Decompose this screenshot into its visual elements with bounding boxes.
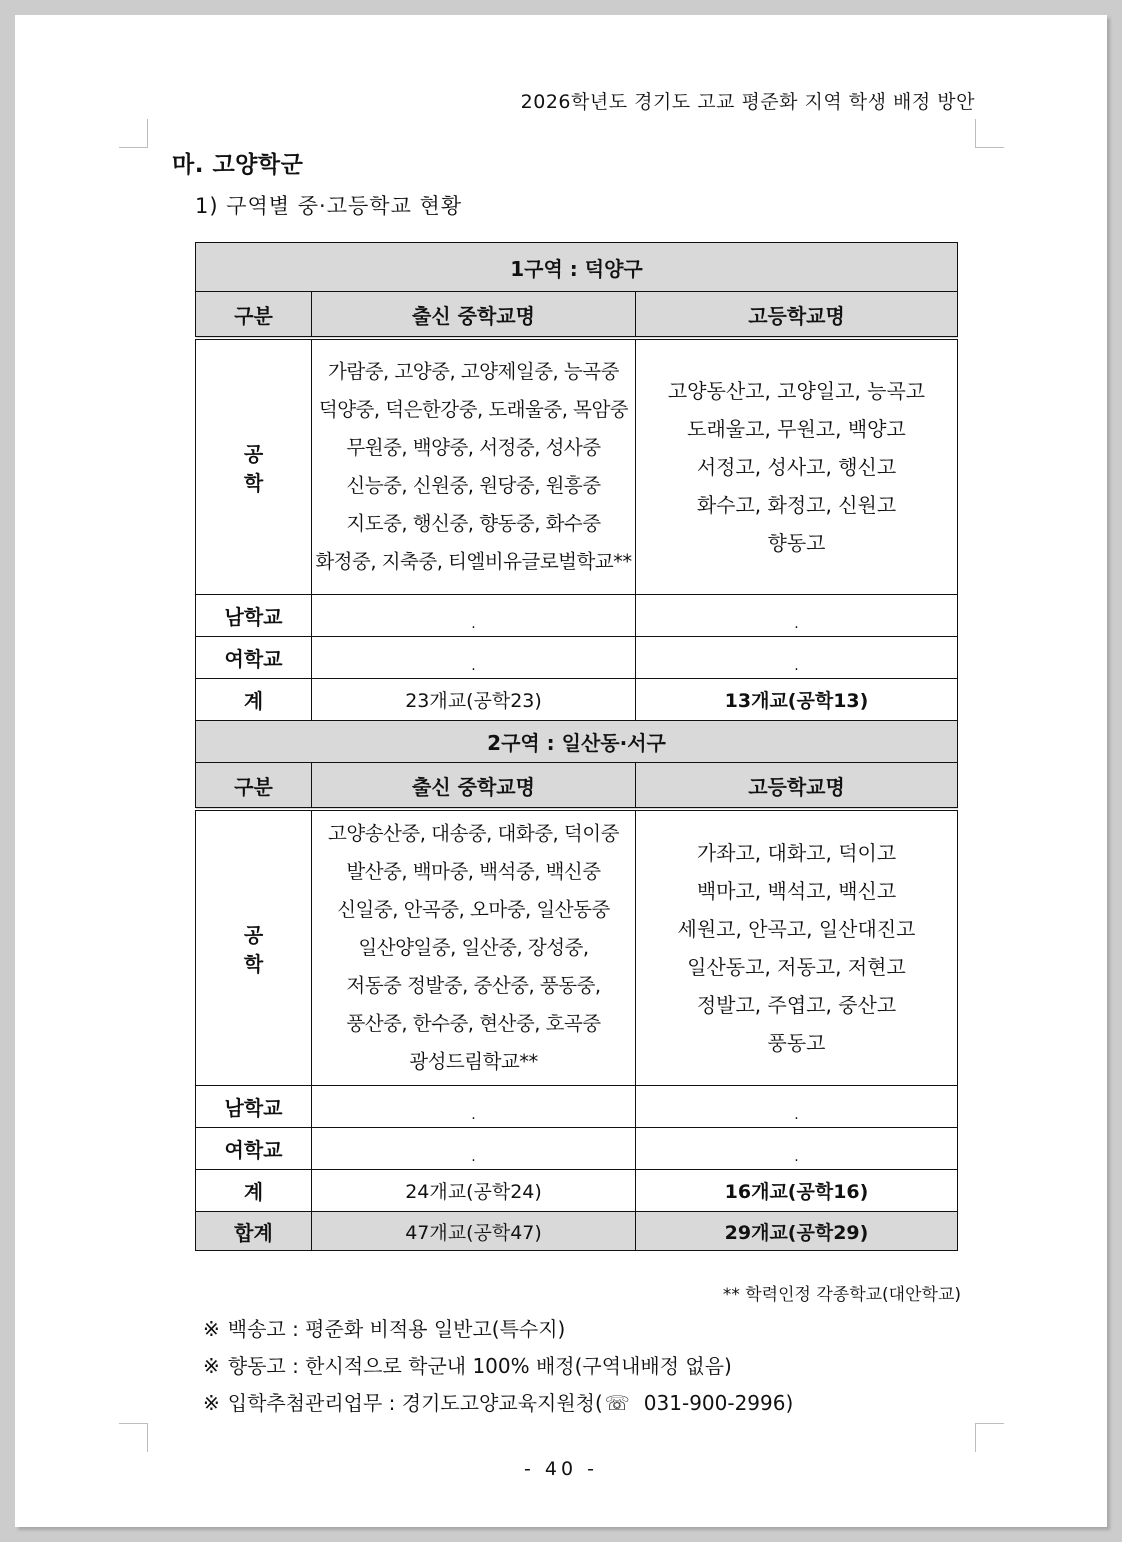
list-line: 향동고 [767, 531, 826, 555]
coed-label: 공 학 [196, 338, 312, 595]
running-header: 2026학년도 경기도 고교 평준화 지역 학생 배정 방안 [520, 91, 975, 113]
list-line: 서정고, 성사고, 행신고 [696, 455, 897, 479]
subtotal-middle: 23개교(공학23) [312, 679, 636, 721]
subtotal-high: 16개교(공학16) [636, 1170, 958, 1212]
crop-mark-bottom-left [119, 1423, 148, 1452]
list-line: 일산양일중, 일산중, 장성중, [358, 936, 589, 959]
middle-school-list [312, 809, 636, 1086]
boys-school-row [196, 1086, 958, 1128]
coed-row [196, 809, 958, 1086]
list-line: 발산중, 백마중, 백석중, 백신중 [346, 860, 601, 883]
boys-school-label: 남학교 [196, 1086, 312, 1128]
reference-mark-icon: ※ [203, 1354, 220, 1378]
list-line: 신일중, 안곡중, 오마중, 일산동중 [337, 898, 610, 921]
column-header-category: 구분 [196, 763, 312, 810]
section-title: 마. 고양학군 [172, 152, 304, 178]
grand-total-label: 합계 [196, 1212, 312, 1251]
reference-mark-icon: ※ [203, 1317, 220, 1341]
boys-school-row [196, 595, 958, 637]
list-line: 일산동고, 저동고, 저현고 [687, 955, 906, 979]
zone-title-row [196, 721, 958, 763]
list-line: 풍산중, 한수중, 현산중, 호곡중 [346, 1012, 601, 1035]
crop-mark-top-left [119, 119, 148, 148]
zone-title: 2구역 : 일산동·서구 [196, 721, 958, 763]
column-header-row [196, 763, 958, 810]
list-line: 덕양중, 덕은한강중, 도래울중, 목암중 [318, 398, 629, 421]
grand-total-row [196, 1212, 958, 1251]
note-text: 입학추첨관리업무 : 경기도고양교육지원청( [227, 1391, 603, 1415]
note-item [203, 1385, 793, 1422]
list-line: 저동중 정발중, 중산중, 풍동중, [346, 974, 601, 997]
boys-school-label: 남학교 [196, 595, 312, 637]
girls-school-row [196, 637, 958, 679]
girls-school-label: 여학교 [196, 1128, 312, 1170]
high-school-list [636, 809, 958, 1086]
list-line: 무원중, 백양중, 서정중, 성사중 [346, 436, 601, 459]
list-line: 화수고, 화정고, 신원고 [696, 493, 897, 517]
telephone-icon: ☏ [604, 1391, 630, 1415]
subsection-title: 1) 구역별 중·고등학교 현황 [195, 194, 463, 218]
list-line: 세원고, 안곡고, 일산대진고 [677, 917, 916, 941]
grand-total-high: 29개교(공학29) [636, 1212, 958, 1251]
footnote-alternative-school: ** 학력인정 각종학교(대안학교) [722, 1285, 961, 1305]
subtotal-row [196, 679, 958, 721]
note-item [203, 1311, 793, 1348]
school-zone-table [195, 242, 958, 1251]
column-header-category: 구분 [196, 292, 312, 339]
subtotal-high: 13개교(공학13) [636, 679, 958, 721]
girls-middle-value: . [312, 637, 636, 679]
list-line: 풍동고 [767, 1031, 826, 1055]
subtotal-label: 계 [196, 679, 312, 721]
notes-list [203, 1311, 793, 1422]
girls-school-row [196, 1128, 958, 1170]
note-text: 향동고 : 한시적으로 학군내 100% 배정(구역내배정 없음) [227, 1354, 732, 1378]
column-header-middle-schools: 출신 중학교명 [312, 292, 636, 339]
column-header-middle-schools: 출신 중학교명 [312, 763, 636, 810]
girls-middle-value: . [312, 1128, 636, 1170]
zone-title: 1구역 : 덕양구 [196, 243, 958, 292]
subtotal-middle: 24개교(공학24) [312, 1170, 636, 1212]
subtotal-label: 계 [196, 1170, 312, 1212]
reference-mark-icon: ※ [203, 1391, 220, 1415]
list-line: 가람중, 고양중, 고양제일중, 능곡중 [328, 360, 619, 383]
column-header-high-schools: 고등학교명 [636, 763, 958, 810]
list-line: 신능중, 신원중, 원당중, 원흥중 [346, 474, 601, 497]
crop-mark-bottom-right [975, 1423, 1004, 1452]
boys-middle-value: . [312, 1086, 636, 1128]
boys-middle-value: . [312, 595, 636, 637]
girls-high-value: . [636, 637, 958, 679]
list-line: 광성드림학교** [409, 1050, 538, 1073]
page-number: - 40 - [524, 1458, 598, 1480]
high-school-list [636, 338, 958, 595]
zone-title-row [196, 243, 958, 292]
boys-high-value: . [636, 595, 958, 637]
boys-high-value: . [636, 1086, 958, 1128]
note-text: 백송고 : 평준화 비적용 일반고(특수지) [227, 1317, 566, 1341]
list-line: 화정중, 지축중, 티엘비유글로벌학교** [315, 550, 632, 573]
list-line: 가좌고, 대화고, 덕이고 [696, 841, 897, 865]
column-header-row [196, 292, 958, 339]
list-line: 백마고, 백석고, 백신고 [696, 879, 897, 903]
coed-label: 공 학 [196, 809, 312, 1086]
note-item [203, 1348, 793, 1385]
middle-school-list [312, 338, 636, 595]
column-header-high-schools: 고등학교명 [636, 292, 958, 339]
list-line: 정발고, 주엽고, 중산고 [696, 993, 897, 1017]
phone-number: 031-900-2996) [643, 1391, 794, 1415]
girls-high-value: . [636, 1128, 958, 1170]
girls-school-label: 여학교 [196, 637, 312, 679]
subtotal-row [196, 1170, 958, 1212]
document-page [15, 15, 1107, 1527]
crop-mark-top-right [975, 119, 1004, 148]
grand-total-middle: 47개교(공학47) [312, 1212, 636, 1251]
coed-row [196, 338, 958, 595]
list-line: 고양동산고, 고양일고, 능곡고 [667, 379, 926, 403]
list-line: 고양송산중, 대송중, 대화중, 덕이중 [328, 822, 619, 845]
list-line: 도래울고, 무원고, 백양고 [687, 417, 906, 441]
list-line: 지도중, 행신중, 향동중, 화수중 [346, 512, 601, 535]
